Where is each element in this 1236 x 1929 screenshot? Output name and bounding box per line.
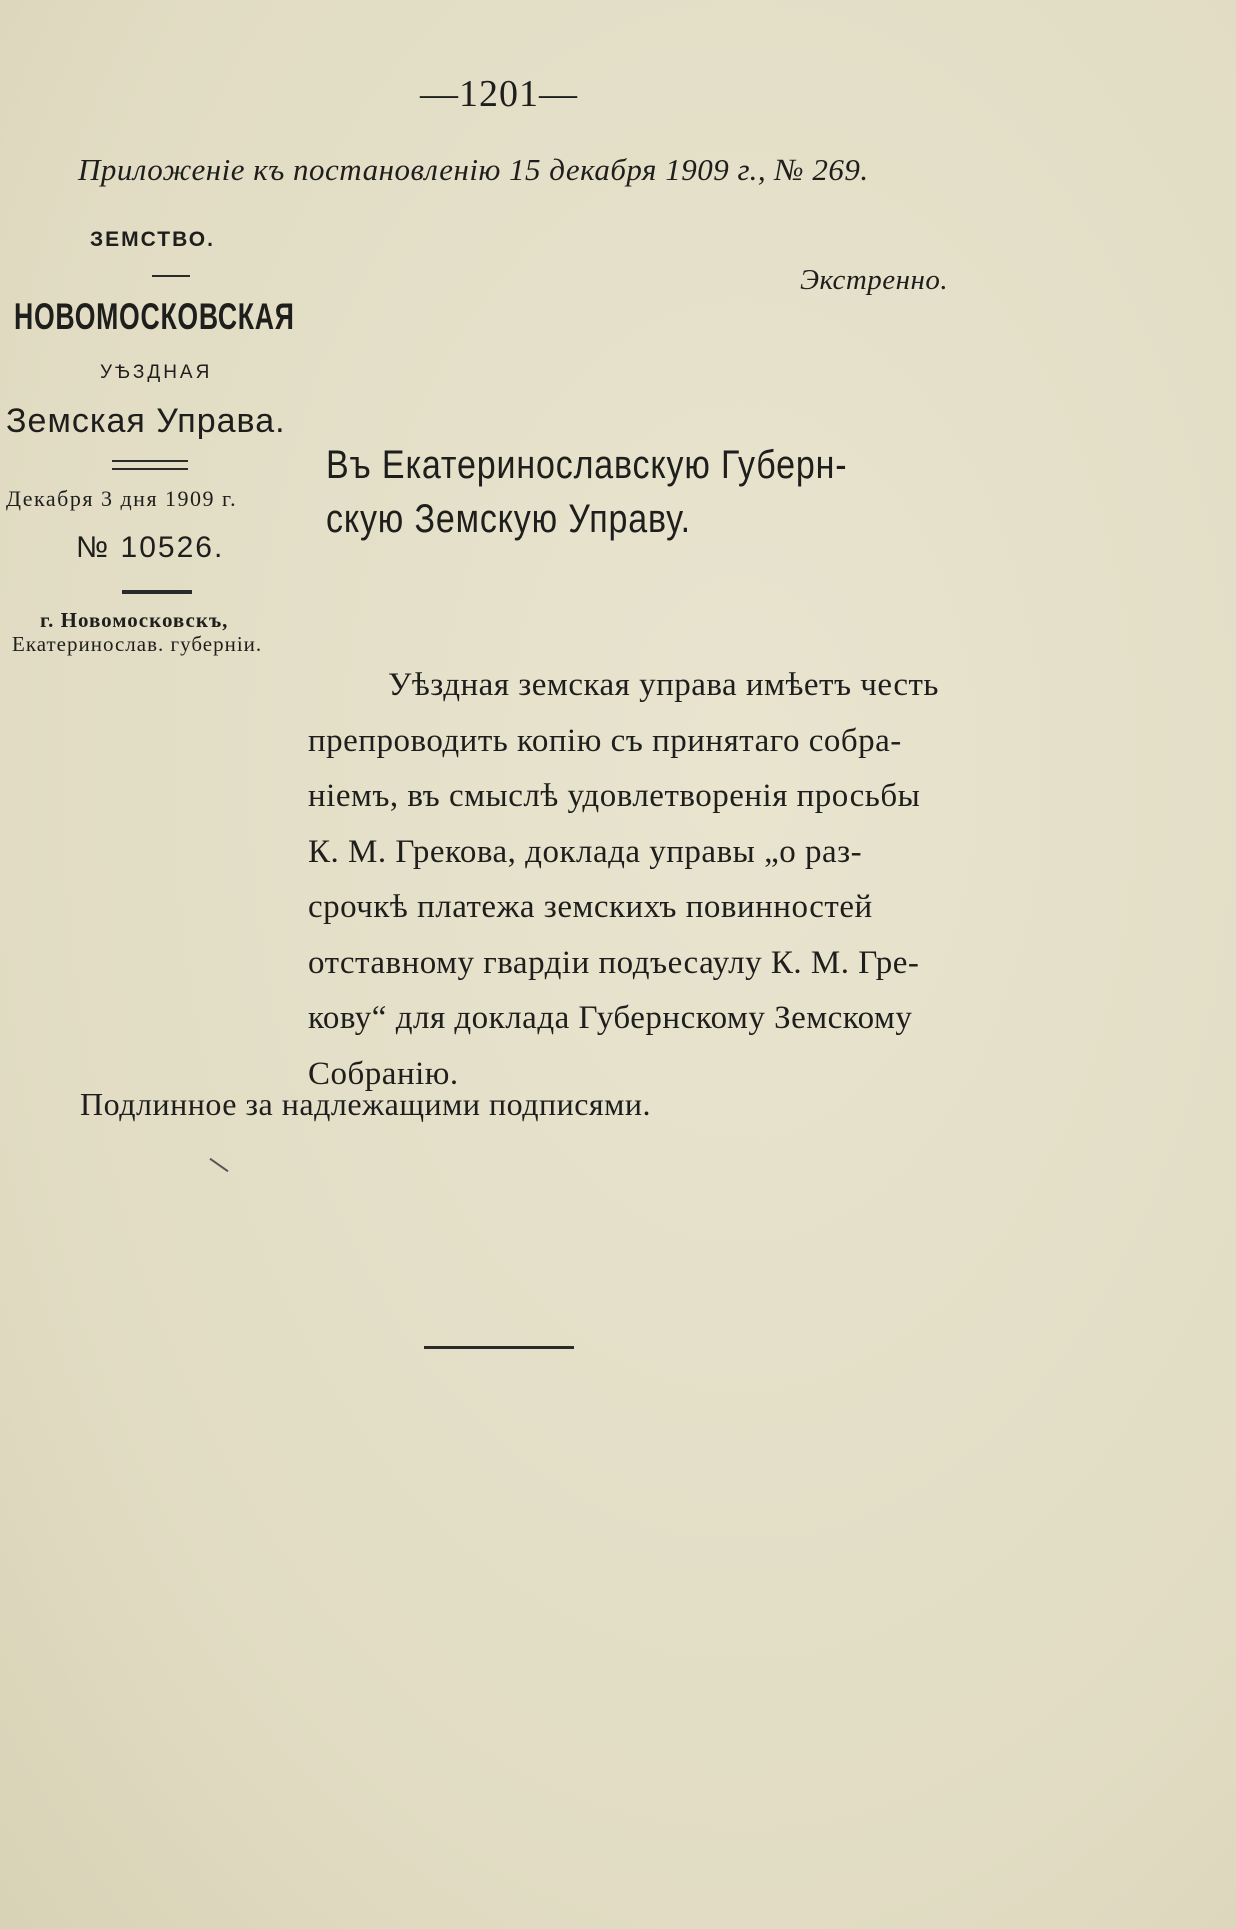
pen-mark [209, 1158, 228, 1172]
addressee-line: Въ Екатеринославскую Губерн- [326, 443, 848, 487]
letter-body [308, 658, 988, 1102]
letterhead-org-board: Земская Управа. [6, 402, 286, 440]
body-line: К. М. Грекова, доклада управы „о раз- [308, 833, 863, 870]
body-line: отставному гвардіи подъесаулу К. М. Гре- [308, 944, 920, 981]
body-line: срочкѣ платежа земскихъ повинностей [308, 889, 873, 925]
letterhead-city: г. Новомосковскъ, [40, 608, 229, 632]
urgency-mark: Экстренно. [800, 264, 949, 296]
addressee-line: скую Земскую Управу. [326, 497, 691, 541]
end-divider [424, 1346, 574, 1349]
body-line: Собранію. [308, 1055, 459, 1092]
appendix-note: Приложеніе къ постановленію 15 декабря 1909 г., № 269. [78, 152, 869, 187]
divider [152, 275, 190, 277]
signature-note: Подлинное за надлежащими подписями. [80, 1086, 652, 1122]
body-line: Уѣздная земская управа имѣетъ честь [388, 667, 939, 703]
letter-date: Декабря 3 дня 1909 г. [6, 486, 238, 511]
body-line: ніемъ, въ смыслѣ удовлетворенія просьбы [308, 778, 921, 814]
page-number: —1201— [420, 73, 578, 115]
letterhead-org-sub: УѢЗДНАЯ [100, 362, 213, 383]
body-line: препроводить копію съ принятаго собра- [308, 722, 902, 759]
letterhead-province: Екатеринослав. губерніи. [12, 632, 263, 656]
body-line: кову“ для доклада Губернскому Земскому [308, 1000, 913, 1036]
letterhead-org-name: НОВОМОСКОВСКАЯ [14, 296, 295, 337]
double-divider [112, 460, 188, 470]
addressee [326, 438, 847, 546]
registration-number: № 10526. [76, 531, 225, 564]
letterhead-zemstvo: ЗЕМСТВО. [90, 228, 215, 251]
divider [122, 590, 192, 594]
